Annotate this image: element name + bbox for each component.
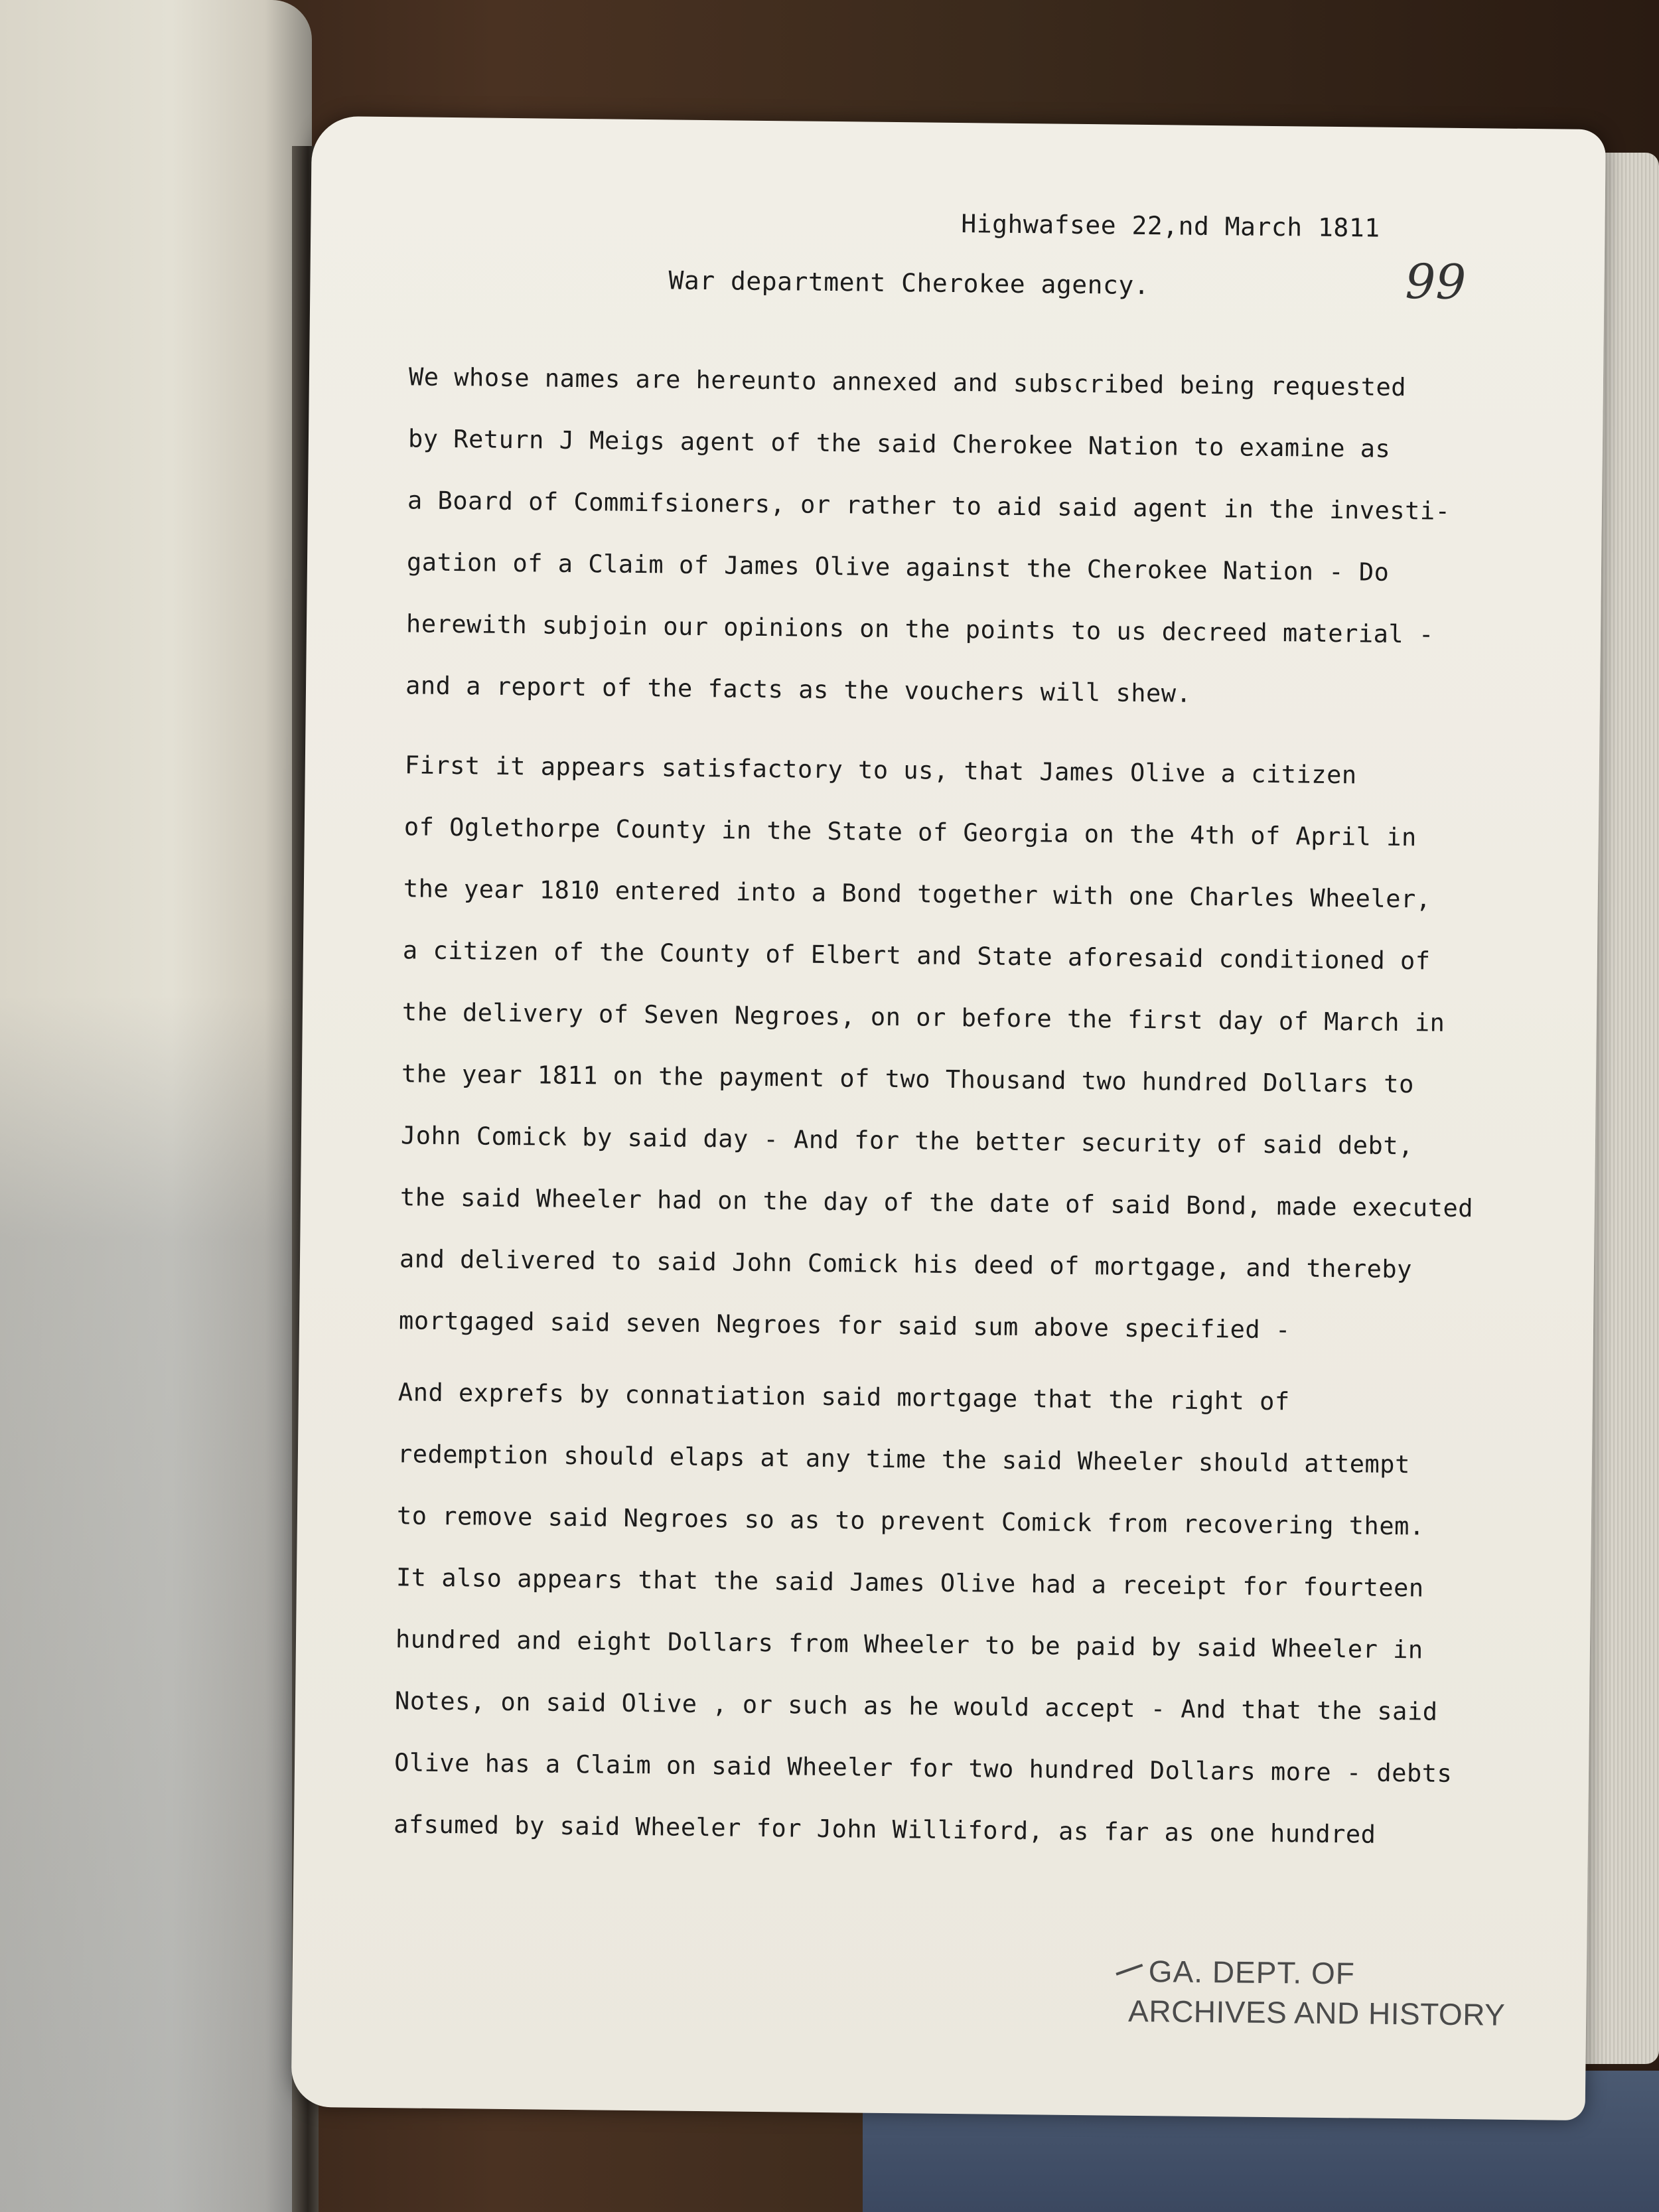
document-page	[291, 116, 1606, 2120]
header-date: Highwafsee 22,nd March 1811	[961, 209, 1380, 243]
body-line: the delivery of Seven Negroes, on or before the first day of March in	[401, 997, 1445, 1037]
body-line: the year 1810 entered into a Bond together with one Charles Wheeler,	[403, 874, 1431, 914]
body-line: by Return J Meigs agent of the said Cherokee Nation to examine as	[407, 424, 1391, 463]
body-line: hundred and eight Dollars from Wheeler to be paid by said Wheeler in	[395, 1625, 1423, 1664]
header-title: War department Cherokee agency.	[668, 265, 1150, 301]
body-line: and delivered to said John Comick his deed of mortgage, and thereby	[399, 1244, 1413, 1284]
stamp-dash	[1116, 1964, 1143, 1976]
body-line: herewith subjoin our opinions on the points to us decreed material -	[405, 609, 1434, 649]
body-line: and a report of the facts as the vouchers will shew.	[405, 671, 1192, 708]
body-line: a Board of Commifsioners, or rather to aid said agent in the investi-	[407, 486, 1451, 526]
body-line: We whose names are hereunto annexed and subscribed being requested	[408, 362, 1407, 402]
body-line: gation of a Claim of James Olive against the Cherokee Nation - Do	[406, 548, 1390, 587]
body-line: afsumed by said Wheeler for John Williford, as far as one hundred	[393, 1810, 1376, 1849]
archive-stamp-line2: ARCHIVES AND HISTORY	[1127, 1993, 1506, 2032]
body-line: John Comick by said day - And for the better security of said debt,	[400, 1121, 1414, 1161]
body-line: a citizen of the County of Elbert and State aforesaid conditioned of	[402, 936, 1431, 976]
body-line: First it appears satisfactory to us, that James Olive a citizen	[404, 751, 1357, 790]
body-line: Notes, on said Olive , or such as he would accept - And that the said	[394, 1686, 1438, 1726]
body-line: mortgaged said seven Negroes for said sum above specified -	[398, 1306, 1291, 1345]
page-number: 99	[1405, 254, 1467, 311]
body-line: of Oglethorpe County in the State of Georgia on the 4th of April in	[403, 812, 1417, 852]
body-line: Olive has a Claim on said Wheeler for two hundred Dollars more - debts	[394, 1748, 1453, 1788]
facing-page-shadow	[0, 995, 312, 2212]
body-line: to remove said Negroes so as to prevent Comick from recovering them.	[396, 1501, 1425, 1541]
body-line: And exprefs by connatiation said mortgage that the right of	[397, 1378, 1290, 1416]
body-line: the year 1811 on the payment of two Thousand two hundred Dollars to	[401, 1059, 1415, 1099]
body-line: It also appears that the said James Olive had a receipt for fourteen	[396, 1563, 1424, 1603]
body-line: the said Wheeler had on the day of the date of said Bond, made executed	[399, 1183, 1474, 1223]
archive-stamp-line1: GA. DEPT. OF	[1148, 1954, 1356, 1991]
body-line: redemption should elaps at any time the said Wheeler should attempt	[397, 1439, 1411, 1479]
